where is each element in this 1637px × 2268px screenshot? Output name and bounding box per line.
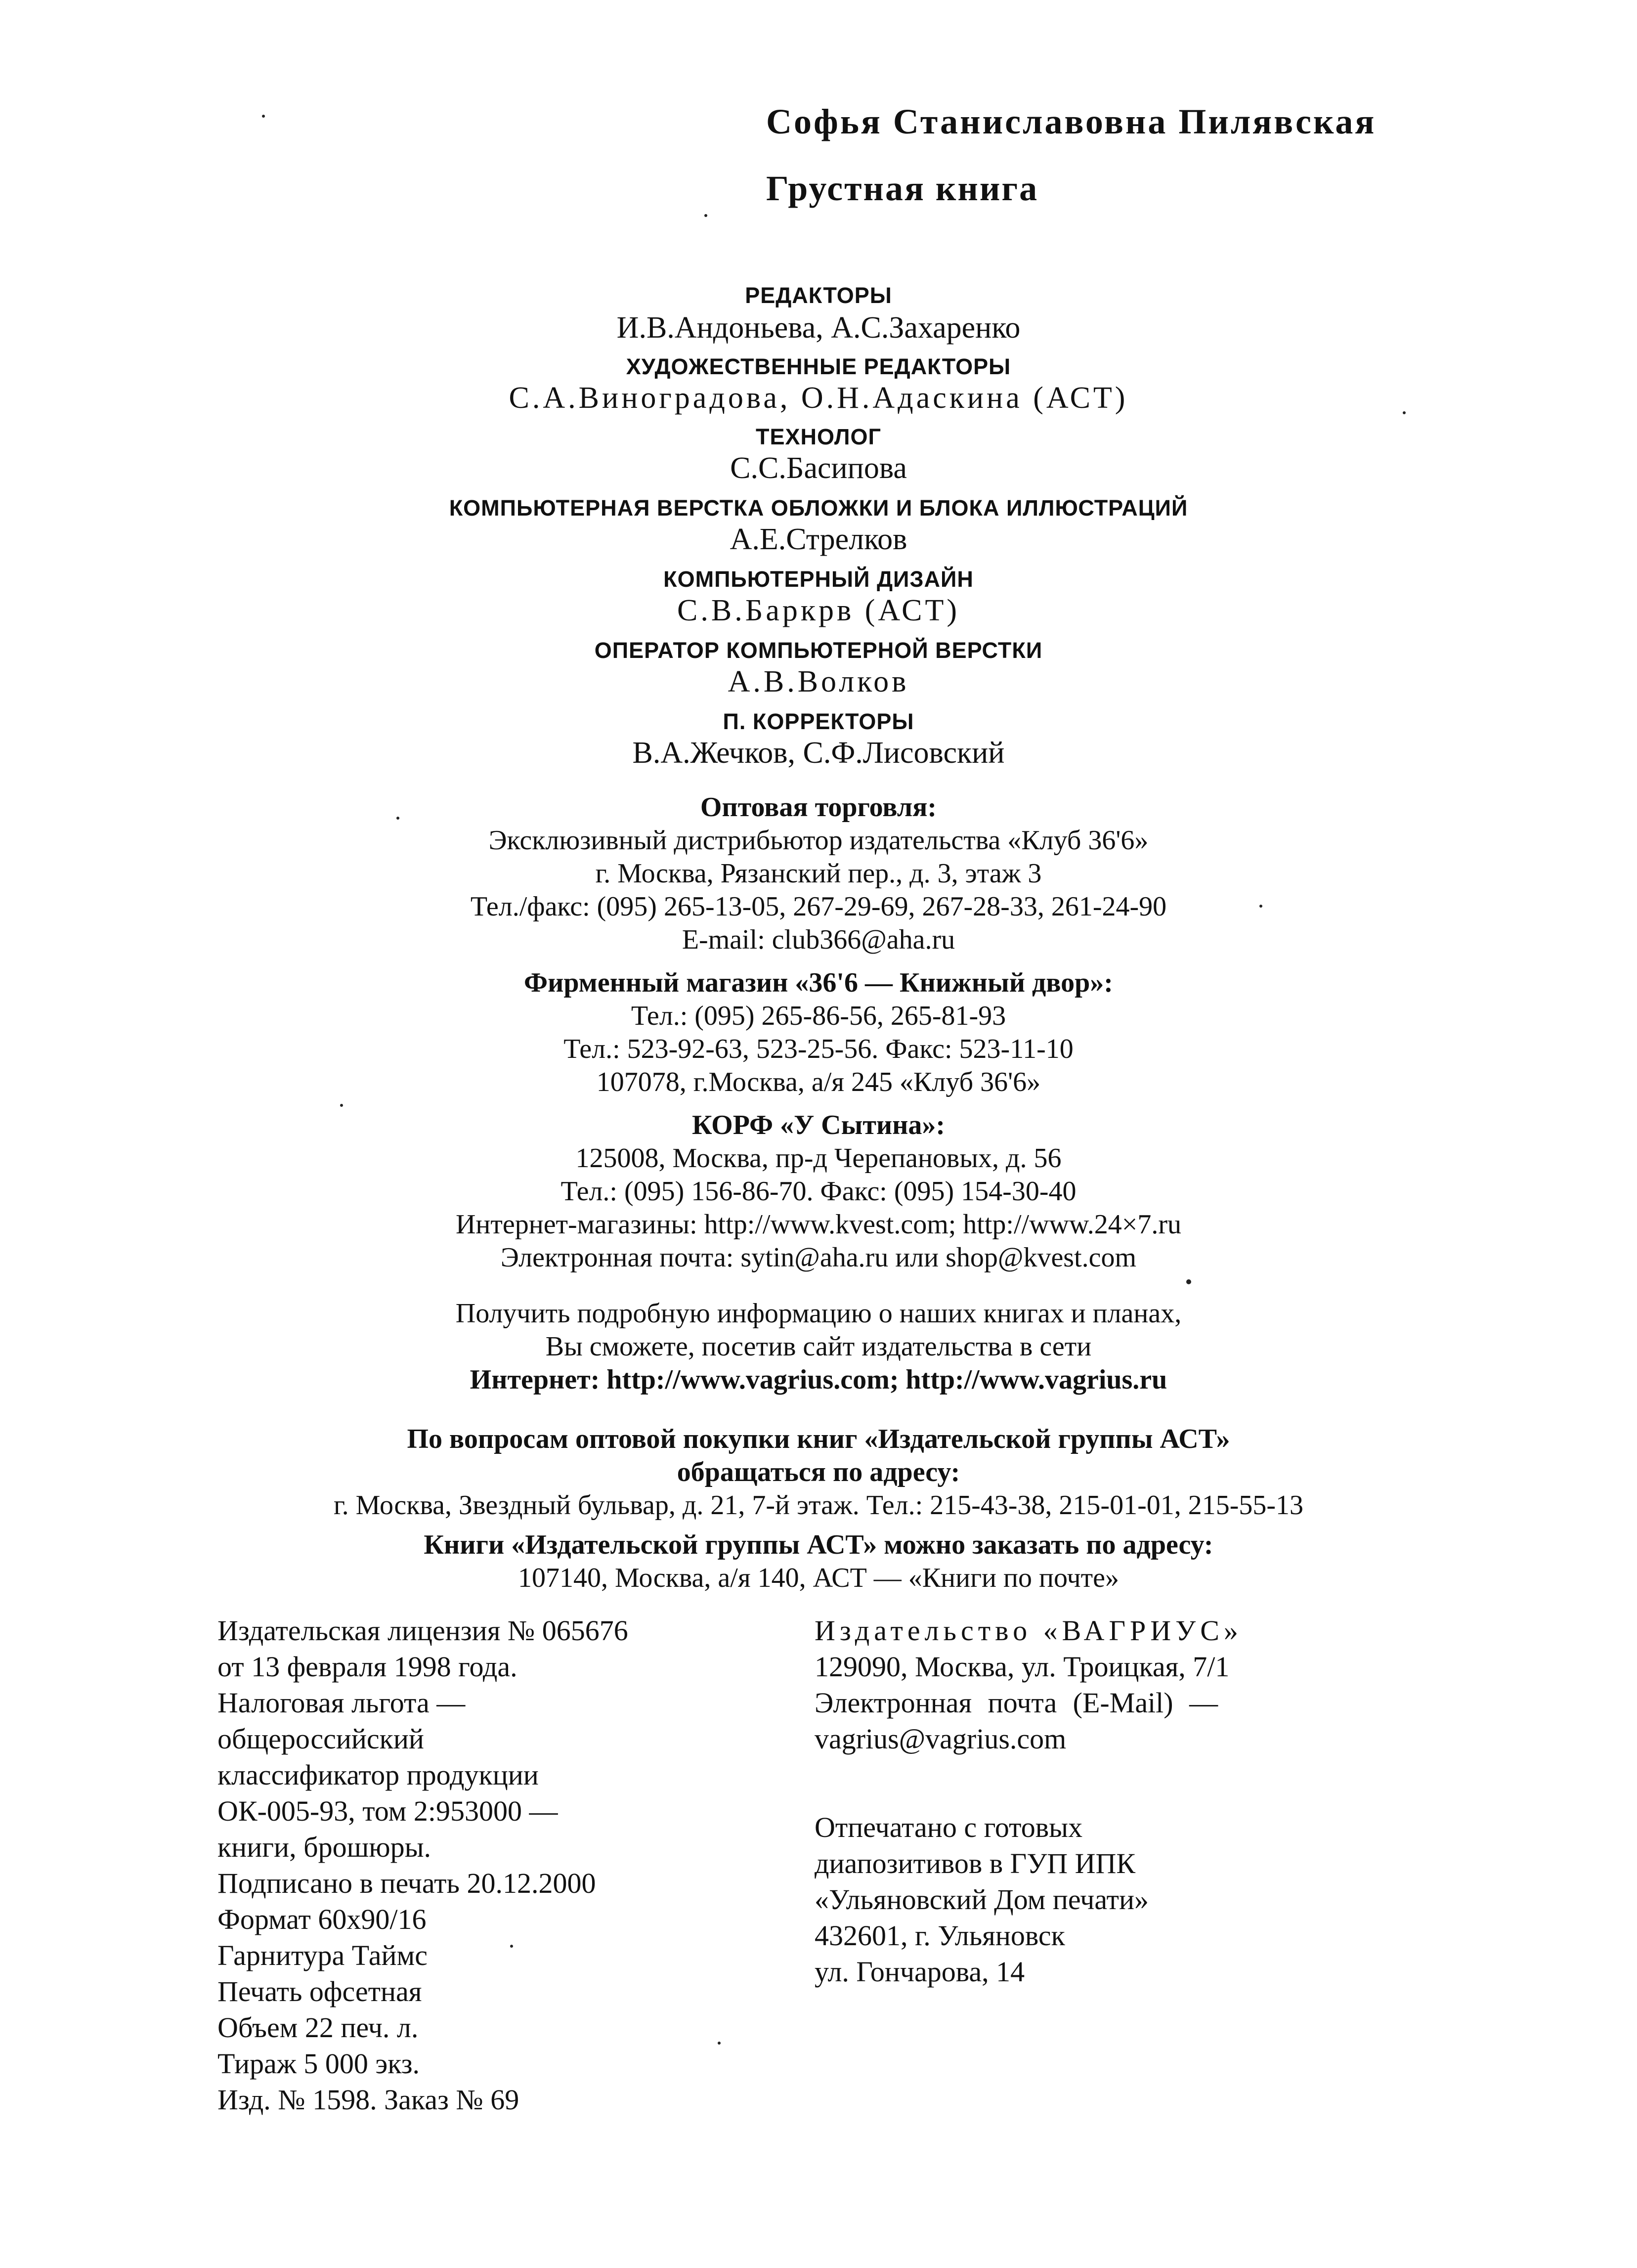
credit-names: С.В.Баркрв (АСТ) (677, 594, 960, 627)
credit-names: В.А.Жечков, С.Ф.Лисовский (632, 736, 1005, 770)
wholesale-heading: Оптовая торговля: (700, 792, 937, 823)
korf-line: Тел.: (095) 156-86-70. Факс: (095) 154-30-40 (560, 1176, 1077, 1207)
spec-line: общероссийский (217, 1723, 424, 1755)
store-heading: Фирменный магазин «36'6 — Книжный двор»: (524, 967, 1113, 998)
spec-line: Объем 22 печ. л. (217, 2011, 419, 2044)
credit-role: РЕДАКТОРЫ (745, 283, 892, 308)
scan-speck (718, 2042, 721, 2045)
scan-speck (510, 1945, 513, 1948)
spec-line: Гарнитура Таймс (217, 1939, 428, 1971)
imprint-specs (217, 1613, 628, 2118)
ast-order-heading: Книги «Издательской группы АСТ» можно заказать по адресу: (424, 1529, 1213, 1560)
info-line: Получить подробную информацию о наших книгах и планах, (455, 1298, 1182, 1329)
credit-names: С.А.Виноградова, О.Н.Адаскина (АСТ) (509, 381, 1128, 415)
credit-role: П. КОРРЕКТОРЫ (723, 709, 914, 734)
info-line: Вы сможете, посетив сайт издательства в сети (545, 1331, 1092, 1362)
korf-line: Интернет-магазины: http://www.kvest.com; http://www.24×7.ru (455, 1209, 1182, 1240)
ast-address: г. Москва, Звездный бульвар, д. 21, 7-й этаж. Тел.: 215-43-38, 215-01-01, 215-55-13 (333, 1490, 1304, 1521)
spec-line: книги, брошюры. (217, 1831, 431, 1863)
korf-line: 125008, Москва, пр-д Черепановых, д. 56 (575, 1143, 1062, 1174)
printer-line: ул. Гончарова, 14 (815, 1956, 1025, 1988)
spec-line: Изд. № 1598. Заказ № 69 (217, 2084, 519, 2116)
wholesale-line: Тел./факс: (095) 265-13-05, 267-29-69, 267-28-33, 261-24-90 (470, 891, 1167, 922)
credit-role: ТЕХНОЛОГ (756, 424, 881, 449)
printer-line: диапозитивов в ГУП ИПК (815, 1847, 1136, 1879)
publisher-email: vagrius@vagrius.com (815, 1723, 1067, 1755)
printer-line: Отпечатано с готовых (815, 1811, 1083, 1843)
wholesale-line: Эксклюзивный дистрибьютор издательства «Клуб 36'6» (488, 825, 1149, 856)
info-web: Интернет: http://www.vagrius.com; http://www.vagrius.ru (470, 1364, 1167, 1395)
book-title: Грустная книга (766, 169, 1039, 208)
scan-speck (262, 115, 265, 118)
credit-role: КОМПЬЮТЕРНАЯ ВЕРСТКА ОБЛОЖКИ И БЛОКА ИЛЛЮСТРАЦИЙ (449, 495, 1188, 521)
ast-heading: обращаться по адресу: (677, 1457, 960, 1487)
scan-speck (704, 214, 707, 217)
credit-role: ХУДОЖЕСТВЕННЫЕ РЕДАКТОРЫ (626, 354, 1011, 379)
publisher-email-label: Электронная почта (E-Mail) — (815, 1687, 1218, 1719)
credit-names: А.Е.Стрелков (730, 523, 907, 556)
publisher-name: Издательство «ВАГРИУС» (815, 1614, 1243, 1647)
ast-order-address: 107140, Москва, а/я 140, АСТ — «Книги по почте» (517, 1563, 1119, 1593)
wholesale-email: E-mail: club366@aha.ru (682, 924, 955, 955)
credit-names: А.В.Волков (728, 665, 909, 698)
spec-line: классификатор продукции (217, 1759, 539, 1791)
publisher-block (815, 1613, 1243, 1757)
spec-line: Издательская лицензия № 065676 (217, 1614, 628, 1647)
scan-speck (1259, 905, 1262, 908)
store-line: 107078, г.Москва, а/я 245 «Клуб 36'6» (596, 1067, 1041, 1097)
printer-line: 432601, г. Ульяновск (815, 1919, 1065, 1952)
spec-line: Тираж 5 000 экз. (217, 2048, 420, 2080)
korf-line: Электронная почта: sytin@aha.ru или shop@kvest.com (500, 1242, 1137, 1273)
spec-line: ОК-005-93, том 2:953000 — (217, 1795, 558, 1827)
store-line: Тел.: 523-92-63, 523-25-56. Факс: 523-11-10 (563, 1034, 1074, 1064)
store-line: Тел.: (095) 265-86-56, 265-81-93 (631, 1001, 1006, 1031)
credit-role: КОМПЬЮТЕРНЫЙ ДИЗАЙН (663, 567, 974, 592)
credit-names: С.С.Басипова (730, 451, 907, 485)
wholesale-line: г. Москва, Рязанский пер., д. 3, этаж 3 (595, 858, 1042, 889)
korf-heading: КОРФ «У Сытина»: (691, 1110, 946, 1140)
printer-line: «Ульяновский Дом печати» (815, 1883, 1149, 1916)
spec-line: Налоговая льгота — (217, 1687, 466, 1719)
spec-line: Формат 60x90/16 (217, 1903, 427, 1935)
ast-heading: По вопросам оптовой покупки книг «Издательской группы АСТ» (407, 1424, 1230, 1454)
publisher-address: 129090, Москва, ул. Троицкая, 7/1 (815, 1651, 1230, 1683)
scan-speck (1403, 411, 1406, 414)
spec-line: Печать офсетная (217, 1975, 422, 2007)
spec-line: от 13 февраля 1998 года. (217, 1651, 517, 1683)
scan-speck (396, 817, 399, 820)
author-name: Софья Станиславовна Пилявская (766, 102, 1377, 141)
credit-names: И.В.Андоньева, А.С.Захаренко (616, 311, 1021, 345)
scan-speck (1186, 1279, 1191, 1284)
printer-block (815, 1809, 1149, 1990)
credit-role: ОПЕРАТОР КОМПЬЮТЕРНОЙ ВЕРСТКИ (594, 638, 1043, 663)
scan-speck (340, 1104, 343, 1107)
spec-line: Подписано в печать 20.12.2000 (217, 1867, 596, 1899)
